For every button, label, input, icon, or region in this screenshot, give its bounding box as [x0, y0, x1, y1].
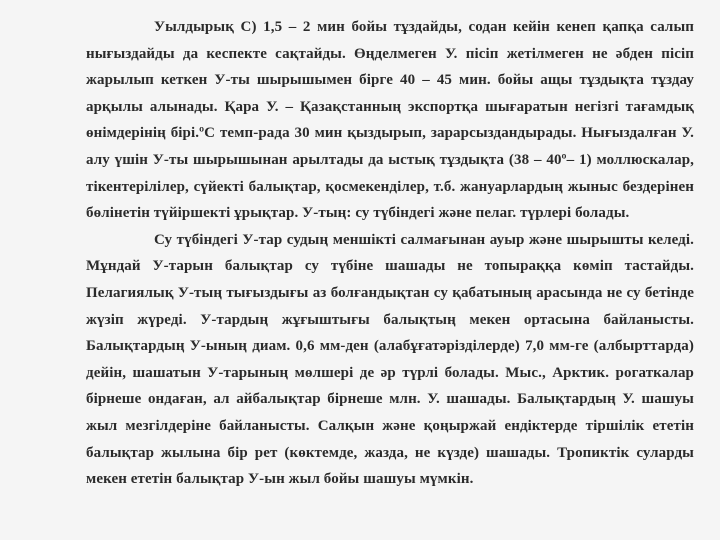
paragraph-caviar-processing: Уылдырық С) 1,5 – 2 мин бойы тұздайды, содан кейін кенеп қапқа салып нығыздайды да кеспекте сақтайды. Өңделмеген У. пісіп жетілмеген не әбден пісіп жарылып кеткен У-ты шырышымен бірге 40 – 45 мин. бойы ащы тұздықта тұздау арқылы алынады. Қара У. – Қазақстанның экспортқа шығаратын негізгі тағамдық өнімдерінің бірі.ºС темп-рада 30 мин қыздырып, зарарсыздандырады. Нығыздалған У. алу үшін У-ты шырышынан арылтады да ыстық тұздықта (38 – 40º– 1) моллюскалар, тікентерілілер, сүйекті балықтар, қосмекенділер, т.б. жануарлардың жыныс бездерінен бөлінетін түйіршекті ұрықтар. У-тың: су түбіндегі және пелаг. түрлері болады.: [86, 19, 694, 222]
body-text: [86, 14, 694, 493]
paragraph-fish-eggs: Су түбіндегі У-тар судың меншікті салмағынан ауыр және шырышты келеді. Мұндай У-тарын балықтар су түбіне шашады не топыраққа көміп тастайды. Пелагиялық У-тың тығыздығы аз болғандықтан су қабатының арасында не су бетінде жүзіп жүреді. У-тардың жұғыштығы балықтың мекен ортасына байланысты. Балықтардың У-ының диам. 0,6 мм-ден (алабұғатәрізділерде) 7,0 мм-ге (албырттарда) дейін, шашатын У-тарының мөлшері де әр түрлі болады. Мыс., Арктик. рогаткалар бірнеше ондаған, ал айбалықтар бірнеше млн. У. шашады. Балықтардың У. шашуы жыл мезгілдеріне байланысты. Салқын және қоңыржай ендіктерде тіршілік ететін балықтар жылына бір рет (көктемде, жазда, не күзде) шашады. Тропиктік суларды мекен ететін балықтар У-ын жыл бойы шашуы мүмкін.: [86, 231, 694, 488]
